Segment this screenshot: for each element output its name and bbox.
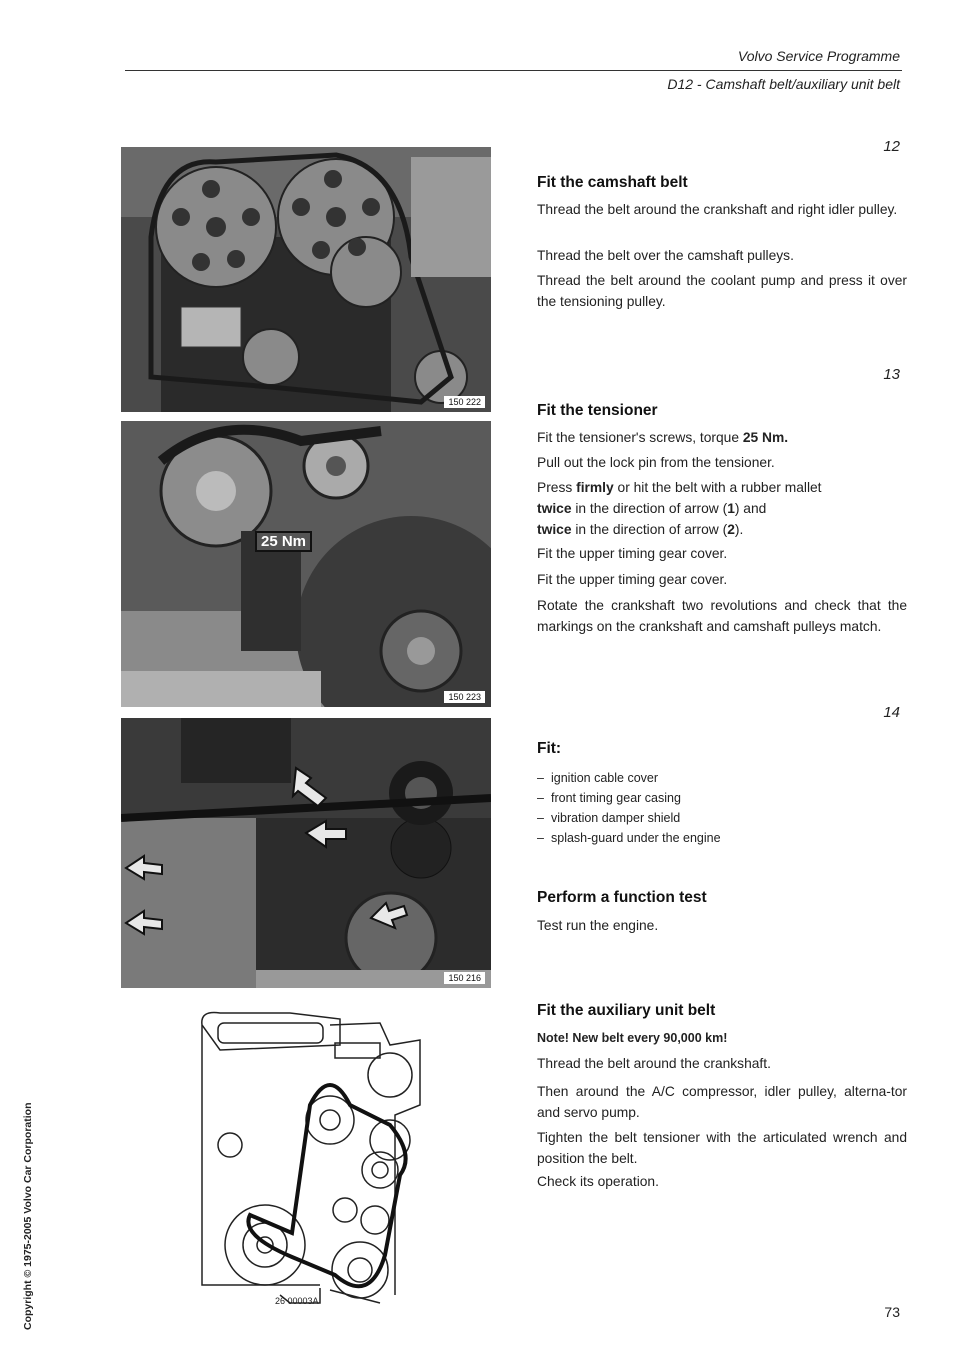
emphasis: twice: [537, 522, 572, 537]
step13-para-4: Fit the upper timing gear cover.: [537, 546, 728, 561]
list-item: – front timing gear casing: [537, 788, 907, 808]
torque-value: 25 Nm.: [742, 430, 789, 445]
list-item: – vibration damper shield: [537, 808, 907, 828]
text-run: or hit the belt with a rubber mallet: [613, 480, 822, 495]
text-run: ) and: [734, 501, 767, 516]
heading-tensioner: Fit the tensioner: [537, 402, 658, 419]
header-rule: [125, 70, 902, 71]
diagram-aux-belt: [180, 1005, 450, 1305]
step13-para-3: [537, 477, 907, 540]
photo2-code: 150 223: [444, 691, 485, 703]
text-run: in the direction of arrow (: [571, 501, 728, 516]
step13-para-1: [537, 427, 907, 448]
torque-label: 25 Nm: [255, 531, 312, 552]
header-title: Volvo Service Programme: [737, 48, 900, 64]
photo-camshaft-belt: [121, 147, 491, 412]
arrow-number: 2: [727, 522, 735, 537]
list-item: – splash-guard under the engine: [537, 828, 907, 848]
fit-list: [537, 768, 907, 848]
step12-para-1: Thread the belt around the crankshaft and right idler pulley.: [537, 202, 898, 217]
step13-para-6: Rotate the crankshaft two revolutions and check that the markings on the crankshaft and camshaft pulleys match.: [537, 598, 907, 634]
text-run: Press: [537, 480, 577, 495]
aux-para-4: Check its operation.: [537, 1174, 659, 1189]
arrow-number: 1: [727, 501, 735, 516]
heading-function-test: Perform a function test: [537, 889, 707, 906]
copyright-notice: Copyright © 1975-2005 Volvo Car Corporation: [22, 1102, 34, 1330]
step13-para-5: Fit the upper timing gear cover.: [537, 572, 728, 587]
text-run: ).: [734, 522, 744, 537]
heading-camshaft-belt: Fit the camshaft belt: [537, 174, 688, 191]
photo-tensioner: [121, 421, 491, 707]
step-number-13: 13: [883, 366, 900, 383]
function-test-text: Test run the engine.: [537, 918, 659, 933]
step12-para-3: Thread the belt around the coolant pump and press it over the tensioning pulley.: [537, 273, 907, 309]
step13-para-2: Pull out the lock pin from the tensioner.: [537, 455, 775, 470]
step-number-12: 12: [883, 138, 900, 155]
aux-para-3: Tighten the belt tensioner with the articulated wrench and position the belt.: [537, 1130, 907, 1166]
aux-para-2: Then around the A/C compressor, idler pulley, alterna-tor and servo pump.: [537, 1084, 907, 1120]
text-run: Fit the tensioner's screws, torque: [537, 430, 743, 445]
header-subtitle: D12 - Camshaft belt/auxiliary unit belt: [667, 76, 900, 92]
diagram-code: 26 00003A: [275, 1296, 319, 1306]
text-run: in the direction of arrow (: [571, 522, 728, 537]
photo3-code: 150 216: [444, 972, 485, 984]
page-number: 73: [884, 1304, 900, 1320]
emphasis: firmly: [576, 480, 614, 495]
list-item: – ignition cable cover: [537, 768, 907, 788]
step-number-14: 14: [883, 704, 900, 721]
photo1-code: 150 222: [444, 396, 485, 408]
step12-para-2: Thread the belt over the camshaft pulleys.: [537, 248, 794, 263]
aux-note: Note! New belt every 90,000 km!: [537, 1031, 728, 1045]
emphasis: twice: [537, 501, 572, 516]
photo-covers: [121, 718, 491, 988]
aux-para-1: Thread the belt around the crankshaft.: [537, 1056, 771, 1071]
heading-aux-belt: Fit the auxiliary unit belt: [537, 1002, 716, 1019]
heading-fit: Fit:: [537, 740, 562, 757]
